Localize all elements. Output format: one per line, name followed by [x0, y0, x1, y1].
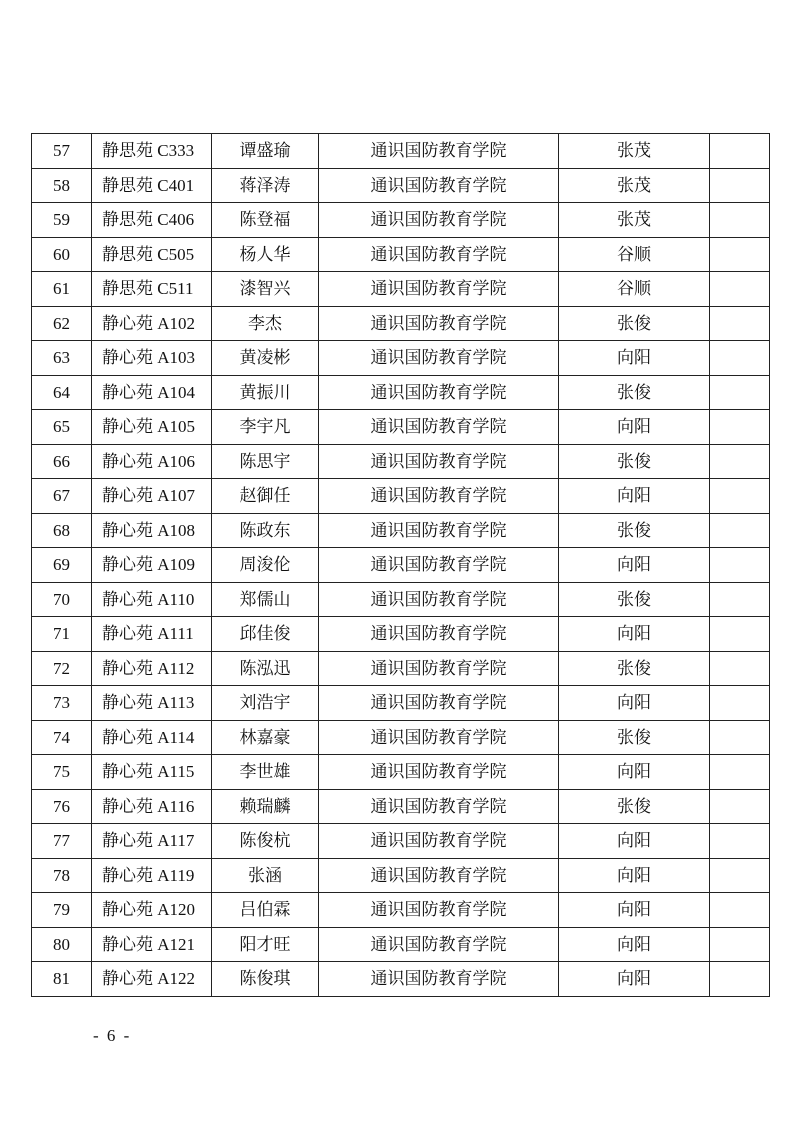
cell-note — [710, 824, 770, 859]
cell-college: 通识国防教育学院 — [319, 237, 559, 272]
cell-advisor: 张俊 — [559, 306, 710, 341]
table-row — [32, 651, 770, 686]
cell-note — [710, 962, 770, 997]
cell-note — [710, 582, 770, 617]
cell-number: 58 — [32, 168, 92, 203]
table-row — [32, 444, 770, 479]
cell-number: 80 — [32, 927, 92, 962]
cell-note — [710, 927, 770, 962]
cell-college: 通识国防教育学院 — [319, 893, 559, 928]
cell-note — [710, 651, 770, 686]
cell-college: 通识国防教育学院 — [319, 789, 559, 824]
cell-room: 静思苑 C401 — [92, 168, 212, 203]
cell-advisor: 向阳 — [559, 341, 710, 376]
cell-college: 通识国防教育学院 — [319, 410, 559, 445]
cell-student-name: 陈俊杭 — [212, 824, 319, 859]
cell-room: 静心苑 A122 — [92, 962, 212, 997]
table-row — [32, 720, 770, 755]
cell-student-name: 黄凌彬 — [212, 341, 319, 376]
cell-room: 静心苑 A114 — [92, 720, 212, 755]
cell-note — [710, 168, 770, 203]
cell-advisor: 张俊 — [559, 720, 710, 755]
cell-number: 62 — [32, 306, 92, 341]
cell-room: 静思苑 C511 — [92, 272, 212, 307]
cell-number: 66 — [32, 444, 92, 479]
table-row — [32, 548, 770, 583]
cell-college: 通识国防教育学院 — [319, 272, 559, 307]
cell-college: 通识国防教育学院 — [319, 444, 559, 479]
cell-number: 78 — [32, 858, 92, 893]
cell-college: 通识国防教育学院 — [319, 858, 559, 893]
cell-student-name: 郑儒山 — [212, 582, 319, 617]
cell-note — [710, 513, 770, 548]
cell-room: 静心苑 A108 — [92, 513, 212, 548]
table-row — [32, 686, 770, 721]
cell-college: 通识国防教育学院 — [319, 720, 559, 755]
cell-room: 静心苑 A111 — [92, 617, 212, 652]
cell-student-name: 陈登福 — [212, 203, 319, 238]
cell-college: 通识国防教育学院 — [319, 168, 559, 203]
cell-college: 通识国防教育学院 — [319, 306, 559, 341]
cell-advisor: 向阳 — [559, 927, 710, 962]
cell-room: 静心苑 A103 — [92, 341, 212, 376]
table-row — [32, 341, 770, 376]
cell-number: 68 — [32, 513, 92, 548]
cell-advisor: 向阳 — [559, 858, 710, 893]
table-row — [32, 858, 770, 893]
cell-student-name: 陈俊琪 — [212, 962, 319, 997]
cell-student-name: 陈政东 — [212, 513, 319, 548]
cell-note — [710, 272, 770, 307]
cell-advisor: 张俊 — [559, 651, 710, 686]
cell-number: 61 — [32, 272, 92, 307]
table-row — [32, 410, 770, 445]
cell-number: 69 — [32, 548, 92, 583]
cell-room: 静心苑 A116 — [92, 789, 212, 824]
cell-student-name: 赖瑞麟 — [212, 789, 319, 824]
cell-college: 通识国防教育学院 — [319, 927, 559, 962]
page-number: - 6 - — [93, 1026, 132, 1045]
cell-number: 77 — [32, 824, 92, 859]
cell-number: 81 — [32, 962, 92, 997]
cell-note — [710, 237, 770, 272]
cell-room: 静心苑 A119 — [92, 858, 212, 893]
cell-room: 静心苑 A113 — [92, 686, 212, 721]
table-row — [32, 582, 770, 617]
cell-advisor: 谷顺 — [559, 272, 710, 307]
cell-note — [710, 410, 770, 445]
cell-college: 通识国防教育学院 — [319, 686, 559, 721]
cell-note — [710, 617, 770, 652]
cell-advisor: 张茂 — [559, 168, 710, 203]
cell-number: 64 — [32, 375, 92, 410]
cell-student-name: 蒋泽涛 — [212, 168, 319, 203]
cell-note — [710, 203, 770, 238]
cell-advisor: 张俊 — [559, 789, 710, 824]
cell-student-name: 李杰 — [212, 306, 319, 341]
cell-note — [710, 341, 770, 376]
cell-advisor: 向阳 — [559, 479, 710, 514]
cell-number: 67 — [32, 479, 92, 514]
cell-room: 静心苑 A110 — [92, 582, 212, 617]
cell-student-name: 陈泓迅 — [212, 651, 319, 686]
cell-room: 静心苑 A105 — [92, 410, 212, 445]
cell-note — [710, 375, 770, 410]
cell-advisor: 向阳 — [559, 755, 710, 790]
cell-room: 静心苑 A107 — [92, 479, 212, 514]
cell-college: 通识国防教育学院 — [319, 582, 559, 617]
cell-college: 通识国防教育学院 — [319, 479, 559, 514]
cell-number: 57 — [32, 134, 92, 169]
cell-room: 静心苑 A117 — [92, 824, 212, 859]
cell-advisor: 向阳 — [559, 824, 710, 859]
cell-college: 通识国防教育学院 — [319, 341, 559, 376]
cell-note — [710, 134, 770, 169]
cell-number: 70 — [32, 582, 92, 617]
cell-number: 60 — [32, 237, 92, 272]
cell-room: 静心苑 A106 — [92, 444, 212, 479]
table-row — [32, 203, 770, 238]
table-row — [32, 893, 770, 928]
cell-advisor: 向阳 — [559, 410, 710, 445]
cell-college: 通识国防教育学院 — [319, 513, 559, 548]
cell-number: 79 — [32, 893, 92, 928]
cell-room: 静心苑 A115 — [92, 755, 212, 790]
table-row — [32, 824, 770, 859]
cell-room: 静思苑 C505 — [92, 237, 212, 272]
cell-college: 通识国防教育学院 — [319, 651, 559, 686]
cell-number: 76 — [32, 789, 92, 824]
cell-room: 静心苑 A102 — [92, 306, 212, 341]
cell-advisor: 张俊 — [559, 375, 710, 410]
cell-advisor: 谷顺 — [559, 237, 710, 272]
table-row — [32, 755, 770, 790]
cell-note — [710, 858, 770, 893]
cell-number: 59 — [32, 203, 92, 238]
dormitory-roster-table — [31, 133, 770, 997]
table-row — [32, 168, 770, 203]
cell-advisor: 张茂 — [559, 134, 710, 169]
table-row — [32, 617, 770, 652]
table-row — [32, 479, 770, 514]
cell-number: 75 — [32, 755, 92, 790]
cell-student-name: 赵御任 — [212, 479, 319, 514]
cell-student-name: 阳才旺 — [212, 927, 319, 962]
cell-student-name: 黄振川 — [212, 375, 319, 410]
cell-room: 静心苑 A109 — [92, 548, 212, 583]
cell-college: 通识国防教育学院 — [319, 755, 559, 790]
cell-student-name: 林嘉豪 — [212, 720, 319, 755]
cell-number: 72 — [32, 651, 92, 686]
cell-student-name: 漆智兴 — [212, 272, 319, 307]
cell-student-name: 刘浩宇 — [212, 686, 319, 721]
table-row — [32, 513, 770, 548]
table-row — [32, 375, 770, 410]
table-row — [32, 962, 770, 997]
cell-number: 71 — [32, 617, 92, 652]
cell-note — [710, 755, 770, 790]
table-row — [32, 134, 770, 169]
cell-room: 静思苑 C333 — [92, 134, 212, 169]
cell-advisor: 张俊 — [559, 513, 710, 548]
cell-college: 通识国防教育学院 — [319, 203, 559, 238]
cell-number: 74 — [32, 720, 92, 755]
cell-student-name: 吕伯霖 — [212, 893, 319, 928]
cell-college: 通识国防教育学院 — [319, 617, 559, 652]
cell-college: 通识国防教育学院 — [319, 548, 559, 583]
cell-advisor: 张茂 — [559, 203, 710, 238]
cell-note — [710, 893, 770, 928]
cell-college: 通识国防教育学院 — [319, 962, 559, 997]
cell-room: 静心苑 A112 — [92, 651, 212, 686]
cell-student-name: 李世雄 — [212, 755, 319, 790]
cell-college: 通识国防教育学院 — [319, 824, 559, 859]
cell-note — [710, 306, 770, 341]
cell-student-name: 李宇凡 — [212, 410, 319, 445]
cell-note — [710, 444, 770, 479]
table-row — [32, 927, 770, 962]
cell-advisor: 向阳 — [559, 617, 710, 652]
cell-advisor: 向阳 — [559, 686, 710, 721]
cell-student-name: 谭盛瑜 — [212, 134, 319, 169]
cell-student-name: 陈思宇 — [212, 444, 319, 479]
table-row — [32, 237, 770, 272]
cell-student-name: 邱佳俊 — [212, 617, 319, 652]
cell-note — [710, 686, 770, 721]
cell-number: 65 — [32, 410, 92, 445]
roster-table-body — [32, 134, 770, 997]
cell-note — [710, 789, 770, 824]
cell-note — [710, 720, 770, 755]
cell-advisor: 向阳 — [559, 962, 710, 997]
cell-advisor: 张俊 — [559, 444, 710, 479]
table-row — [32, 272, 770, 307]
cell-student-name: 杨人华 — [212, 237, 319, 272]
table-row — [32, 789, 770, 824]
cell-advisor: 向阳 — [559, 893, 710, 928]
cell-note — [710, 548, 770, 583]
cell-number: 73 — [32, 686, 92, 721]
cell-college: 通识国防教育学院 — [319, 134, 559, 169]
cell-student-name: 周浚伦 — [212, 548, 319, 583]
cell-advisor: 张俊 — [559, 582, 710, 617]
cell-advisor: 向阳 — [559, 548, 710, 583]
table-row — [32, 306, 770, 341]
cell-note — [710, 479, 770, 514]
cell-college: 通识国防教育学院 — [319, 375, 559, 410]
cell-room: 静心苑 A120 — [92, 893, 212, 928]
cell-student-name: 张涵 — [212, 858, 319, 893]
cell-room: 静心苑 A121 — [92, 927, 212, 962]
cell-number: 63 — [32, 341, 92, 376]
cell-room: 静思苑 C406 — [92, 203, 212, 238]
cell-room: 静心苑 A104 — [92, 375, 212, 410]
